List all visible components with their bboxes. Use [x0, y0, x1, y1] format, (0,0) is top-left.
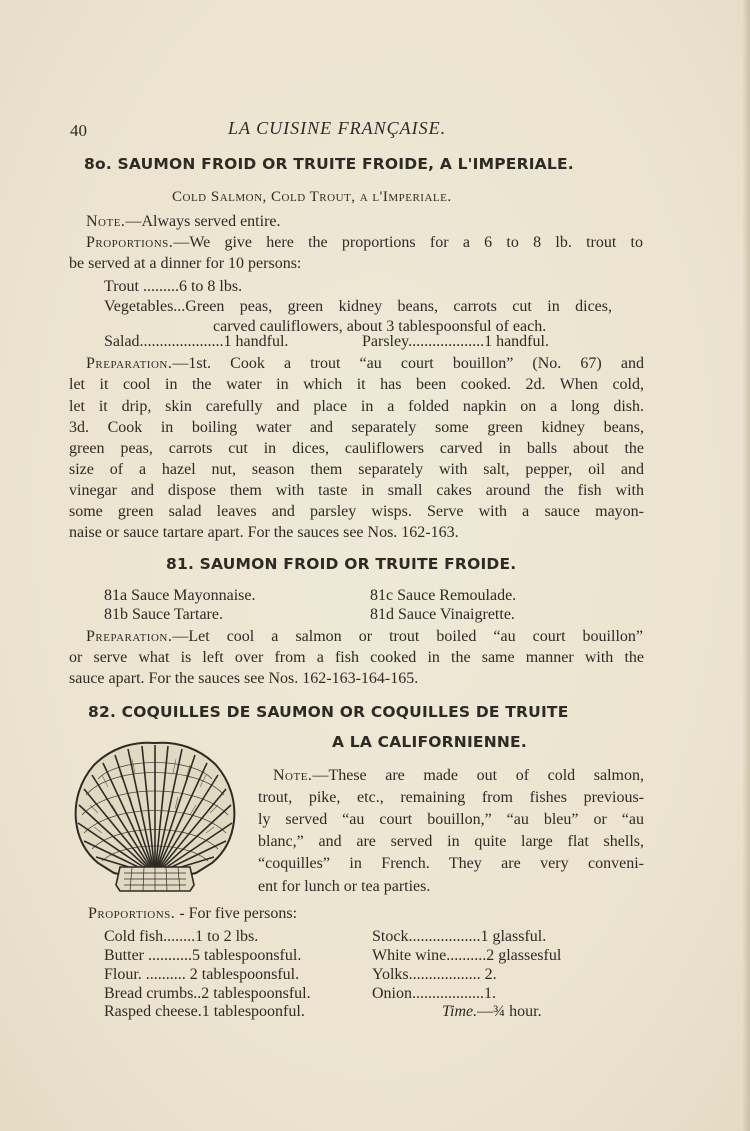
ingredient-left: Rasped cheese.1 tablespoonful. — [104, 1003, 305, 1020]
ingredient-left: Bread crumbs..2 tablespoonsful. — [104, 985, 311, 1002]
ingredient-salad: Salad.....................1 handful. — [104, 333, 289, 350]
page-number: 40 — [70, 121, 87, 140]
recipe-80-prep-last-line: naise or sauce tartare apart. For the sauces see Nos. 162-163. — [69, 524, 459, 541]
recipe-80-prep-line: size of a hazel nut, season them separately with salt, pepper, oil and — [69, 461, 644, 478]
note-label: Note. — [273, 767, 313, 784]
time-value: —¾ hour. — [477, 1003, 542, 1020]
recipe-80-prep-line: let it cool in the water in which it has been cooked. 2d. When cold, — [69, 376, 644, 393]
preparation-label: Preparation. — [86, 355, 173, 372]
recipe-80-preparation-line1 — [86, 353, 644, 375]
note-label: Note. — [86, 213, 126, 230]
recipe-80-prep-line: vinegar and dispose them with taste in small cakes around the fish with — [69, 482, 644, 499]
sauce-81d: 81d Sauce Vinaigrette. — [370, 606, 515, 623]
recipe-82-note-line: “coquilles” in French. They are very conveni- — [258, 855, 644, 872]
recipe-82-note-line: blanc,” and are served in quite large flat shells, — [258, 833, 644, 850]
ingredient-left: Butter ...........5 tablespoonsful. — [104, 947, 302, 964]
note-text: —Always served entire. — [125, 213, 281, 230]
ingredient-vegetables-line2: carved cauliflowers, about 3 tablespoonsful of each. — [213, 318, 547, 335]
ingredient-left: Cold fish........1 to 2 lbs. — [104, 928, 259, 945]
recipe-80-proportions-line1 — [86, 232, 643, 254]
time-label: Time. — [442, 1003, 478, 1020]
recipe-80-note — [86, 211, 281, 233]
sauce-81c: 81c Sauce Remoulade. — [370, 587, 517, 604]
ingredient-right: Stock..................1 glassful. — [372, 928, 547, 945]
preparation-text: —Let cool a salmon or trout boiled “au court bouillon” — [172, 628, 643, 645]
ingredient-left: Flour. .......... 2 tablespoonsful. — [104, 966, 300, 983]
note-text: —These are made out of cold salmon, — [312, 767, 644, 784]
preparation-text: —1st. Cook a trout “au court bouillon” (No. 67) and — [172, 355, 644, 372]
ingredient-right: Yolks.................. 2. — [372, 966, 497, 983]
page-edge-shadow — [742, 0, 750, 1131]
ingredient-parsley: Parsley...................1 handful. — [362, 333, 549, 350]
recipe-82-note-line1 — [273, 765, 644, 787]
running-title: LA CUISINE FRANÇAISE. — [228, 118, 447, 138]
recipe-82-note-line: ly served “au court bouillon,” “au bleu” or “au — [258, 811, 644, 828]
recipe-80-subtitle: Cold Salmon, Cold Trout, a l'Imperiale. — [172, 189, 452, 205]
recipe-80-heading: 8o. SAUMON FROID OR TRUITE FROIDE, A L'IMPERIALE. — [84, 155, 574, 173]
recipe-81-prep-line: or serve what is left over from a fish cooked in the same manner with the — [69, 649, 644, 666]
cooking-time — [442, 1001, 542, 1023]
proportions-label: Proportions. — [86, 234, 174, 251]
recipe-80-prep-line: 3d. Cook in boiling water and separately some green kidney beans, — [69, 419, 644, 436]
recipe-80-prep-line: let it drip, skin carefully and place in a folded napkin on a long dish. — [69, 398, 644, 415]
ingredient-vegetables-line1: Vegetables...Green peas, green kidney beans, carrots cut in dices, — [104, 298, 612, 315]
recipe-82-proportions — [88, 903, 297, 925]
preparation-label: Preparation. — [86, 628, 173, 645]
recipe-80-proportions-line2: be served at a dinner for 10 persons: — [69, 255, 302, 272]
ingredient-trout: Trout .........6 to 8 lbs. — [104, 278, 243, 295]
sauce-81a: 81a Sauce Mayonnaise. — [104, 587, 256, 604]
recipe-81-preparation-line1 — [86, 626, 643, 648]
proportions-text: —We give here the proportions for a 6 to 8 lb. trout to — [173, 234, 643, 251]
recipe-82-note-line: trout, pike, etc., remaining from fishes previous- — [258, 789, 644, 806]
recipe-81-heading: 81. SAUMON FROID OR TRUITE FROIDE. — [166, 555, 517, 573]
recipe-82-heading-line2: A LA CALIFORNIENNE. — [332, 733, 527, 751]
recipe-80-prep-line: some green salad leaves and parsley wisps. Serve with a sauce mayon- — [69, 503, 644, 520]
scallop-shell-icon — [72, 735, 238, 897]
ingredient-right: White wine..........2 glassesful — [372, 947, 562, 964]
recipe-82-heading-line1: 82. COQUILLES DE SAUMON OR COQUILLES DE TRUITE — [88, 703, 569, 721]
recipe-82-note-last-line: ent for lunch or tea parties. — [258, 878, 431, 895]
proportions-label: Proportions. — [88, 905, 176, 922]
ingredient-right: Onion..................1. — [372, 985, 496, 1002]
sauce-81b: 81b Sauce Tartare. — [104, 606, 223, 623]
recipe-81-prep-last-line: sauce apart. For the sauces see Nos. 162-163-164-165. — [69, 670, 419, 687]
recipe-80-prep-line: green peas, carrots cut in dices, cauliflowers carved in balls about the — [69, 440, 644, 457]
proportions-text: - For five persons: — [175, 905, 298, 922]
